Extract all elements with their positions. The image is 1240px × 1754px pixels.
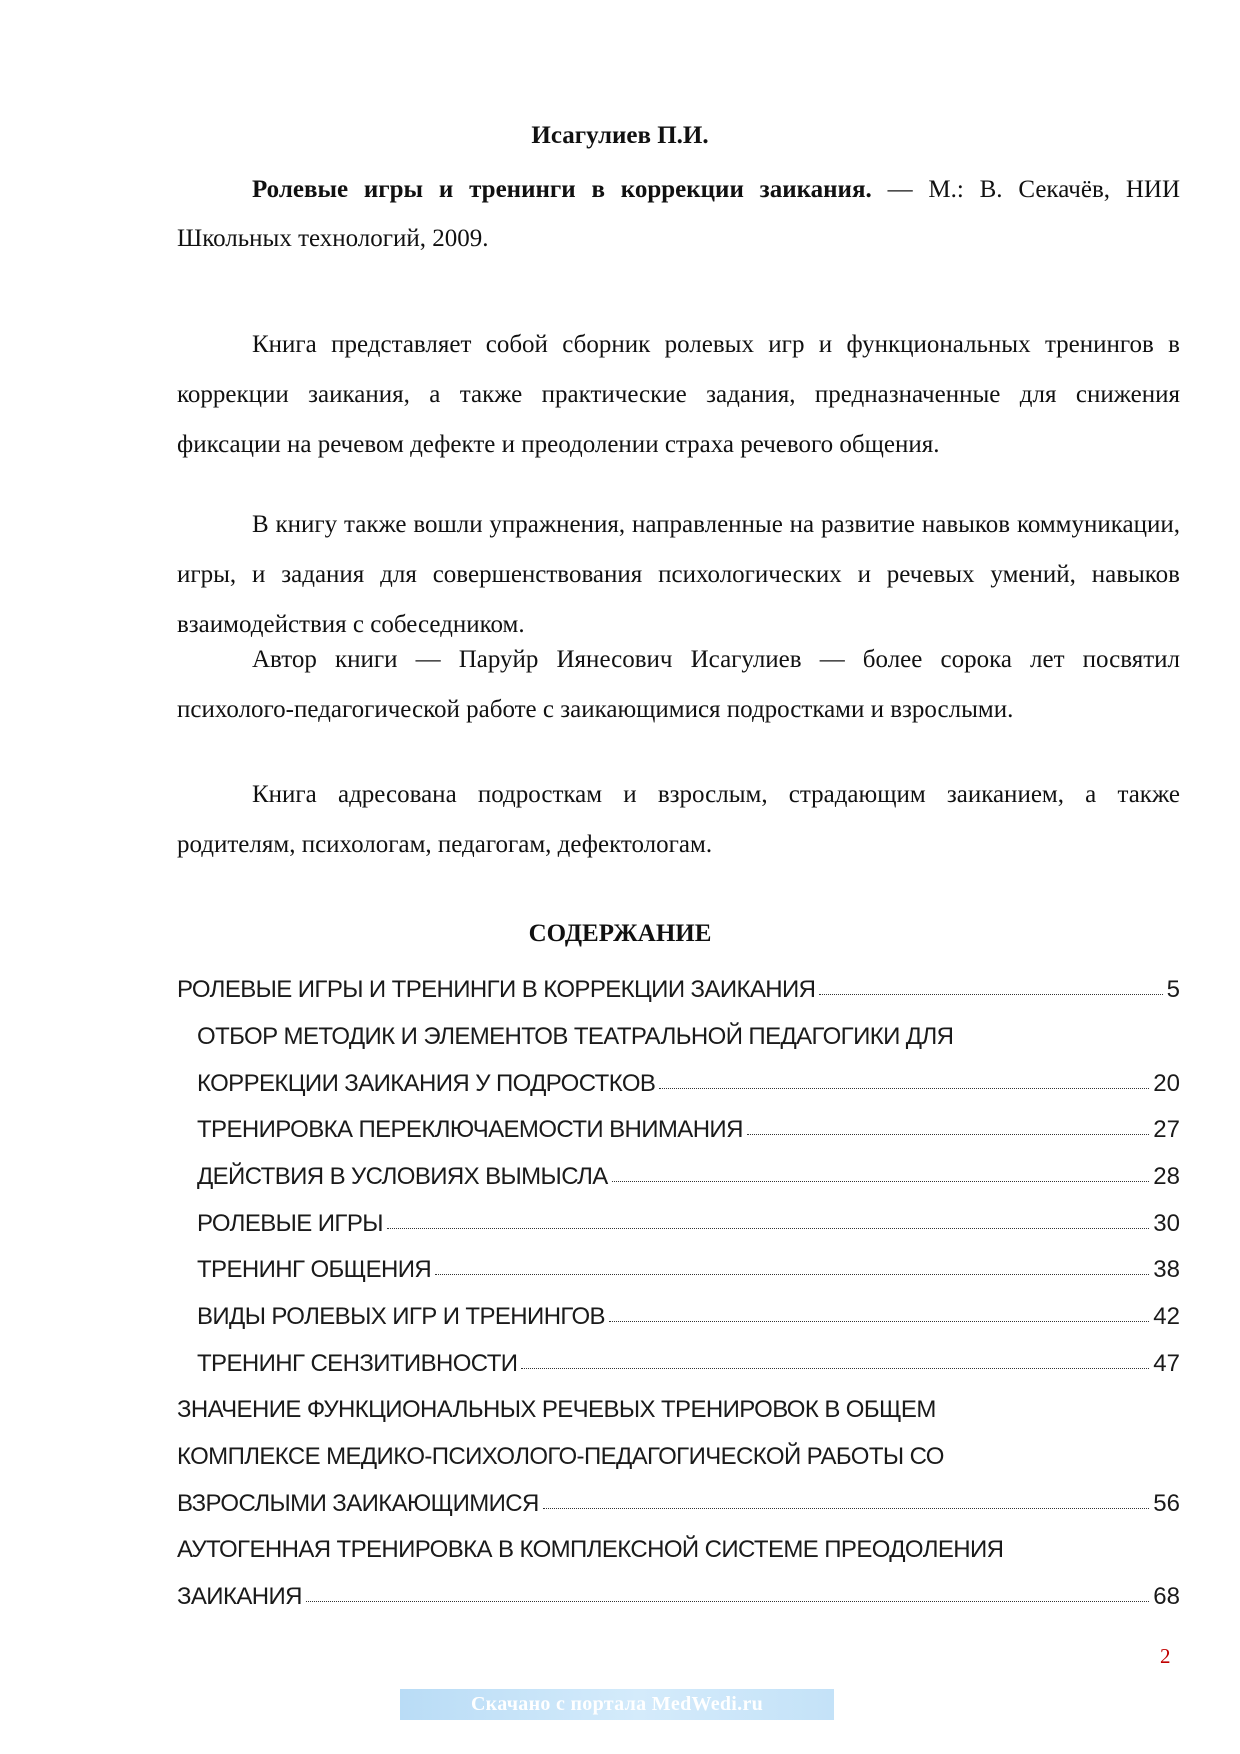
toc-entry-text: ОТБОР МЕТОДИК И ЭЛЕМЕНТОВ ТЕАТРАЛЬНОЙ ПЕДАГОГИКИ ДЛЯ xyxy=(197,1023,954,1050)
toc-entry[interactable] xyxy=(177,967,1180,1013)
annotation-paragraph: Книга представляет собой сборник ролевых игр и функциональных тренингов в коррекции заикания, а также практические задания, предназначенные для снижения фиксации на речевом дефекте и преодолении страха речевого общения. xyxy=(177,331,1180,458)
toc-entry-text: ТРЕНИНГ ОБЩЕНИЯ xyxy=(197,1256,432,1283)
toc-entry-text: ЗНАЧЕНИЕ ФУНКЦИОНАЛЬНЫХ РЕЧЕВЫХ ТРЕНИРОВОК В ОБЩЕМ xyxy=(177,1396,936,1423)
toc-entry-text: ВЗРОСЛЫМИ ЗАИКАЮЩИМИСЯ xyxy=(177,1490,539,1517)
toc-entry-text: ТРЕНИРОВКА ПЕРЕКЛЮЧАЕМОСТИ ВНИМАНИЯ xyxy=(197,1116,743,1143)
annotation-paragraph: В книгу также вошли упражнения, направленные на развитие навыков коммуникации, игры, и задания для совершенствования психологических и речевых умений, навыков взаимодействия с собеседником. xyxy=(177,511,1180,638)
watermark-banner[interactable]: Скачано с портала MedWedi.ru xyxy=(400,1689,834,1720)
toc-page-number: 42 xyxy=(1153,1303,1180,1330)
toc-entry[interactable] xyxy=(177,1481,1180,1527)
toc-page-number: 47 xyxy=(1153,1350,1180,1377)
dot-leader xyxy=(747,1134,1149,1135)
toc-entry[interactable] xyxy=(197,1341,1180,1387)
toc-entry[interactable] xyxy=(177,1527,1180,1573)
toc-entry[interactable] xyxy=(177,1434,1180,1480)
toc-entry-text: ВИДЫ РОЛЕВЫХ ИГР И ТРЕНИНГОВ xyxy=(197,1303,605,1330)
toc-entry[interactable] xyxy=(197,1154,1180,1200)
annotation-paragraph: Автор книги — Паруйр Иянесович Исагулиев — более сорока лет посвятил психолого-педагогической работе с заикающимися подростками и взрослыми. xyxy=(177,646,1180,723)
toc-title: СОДЕРЖАНИЕ xyxy=(528,920,712,947)
dot-leader xyxy=(609,1321,1149,1322)
toc-entry[interactable] xyxy=(197,1294,1180,1340)
toc-page-number: 30 xyxy=(1153,1210,1180,1237)
toc-entry-text: АУТОГЕННАЯ ТРЕНИРОВКА В КОМПЛЕКСНОЙ СИСТЕМЕ ПРЕОДОЛЕНИЯ xyxy=(177,1536,1004,1563)
toc-entry-text: КОРРЕКЦИИ ЗАИКАНИЯ У ПОДРОСТКОВ xyxy=(197,1070,656,1097)
dot-leader xyxy=(306,1601,1149,1602)
annotation-paragraph: Книга адресована подросткам и взрослым, страдающим заиканием, а также родителям, психологам, педагогам, дефектологам. xyxy=(177,781,1180,858)
dot-leader xyxy=(387,1228,1149,1229)
toc-entry[interactable] xyxy=(197,1247,1180,1293)
dot-leader xyxy=(435,1274,1149,1275)
toc-entry-text: ЗАИКАНИЯ xyxy=(177,1583,302,1610)
toc-entry[interactable] xyxy=(177,1387,1180,1433)
toc-entry-text: РОЛЕВЫЕ ИГРЫ И ТРЕНИНГИ В КОРРЕКЦИИ ЗАИКАНИЯ xyxy=(177,976,816,1003)
dot-leader xyxy=(543,1508,1150,1509)
imprint: — М.: В. Секачёв, НИИ Школьных технологий, 2009. xyxy=(177,176,1180,252)
author-name: Исагулиев П.И. xyxy=(531,122,709,149)
toc-entry-text: ДЕЙСТВИЯ В УСЛОВИЯХ ВЫМЫСЛА xyxy=(197,1163,608,1190)
page-number: 2 xyxy=(1160,1644,1171,1668)
toc-entry[interactable] xyxy=(197,1061,1180,1107)
bibliographic-record xyxy=(177,165,1180,263)
toc-entry[interactable] xyxy=(197,1201,1180,1247)
toc-entry-text: КОМПЛЕКСЕ МЕДИКО-ПСИХОЛОГО-ПЕДАГОГИЧЕСКОЙ РАБОТЫ СО xyxy=(177,1443,944,1470)
dot-leader xyxy=(659,1088,1149,1089)
dot-leader xyxy=(819,994,1162,995)
toc-entry-text: РОЛЕВЫЕ ИГРЫ xyxy=(197,1210,383,1237)
toc-page-number: 28 xyxy=(1153,1163,1180,1190)
toc-page-number: 27 xyxy=(1153,1116,1180,1143)
toc-page-number: 38 xyxy=(1153,1256,1180,1283)
toc-page-number: 68 xyxy=(1153,1583,1180,1610)
toc-page-number: 5 xyxy=(1166,976,1180,1003)
book-title: Ролевые игры и тренинги в коррекции заикания. xyxy=(252,176,872,203)
toc-entry[interactable] xyxy=(197,1014,1180,1060)
dot-leader xyxy=(521,1368,1149,1369)
toc-page-number: 20 xyxy=(1153,1070,1180,1097)
toc-page-number: 56 xyxy=(1153,1490,1180,1517)
toc-entry-text: ТРЕНИНГ СЕНЗИТИВНОСТИ xyxy=(197,1350,518,1377)
toc-entry[interactable] xyxy=(177,1574,1180,1620)
toc-entry[interactable] xyxy=(197,1107,1180,1153)
dot-leader xyxy=(612,1181,1150,1182)
